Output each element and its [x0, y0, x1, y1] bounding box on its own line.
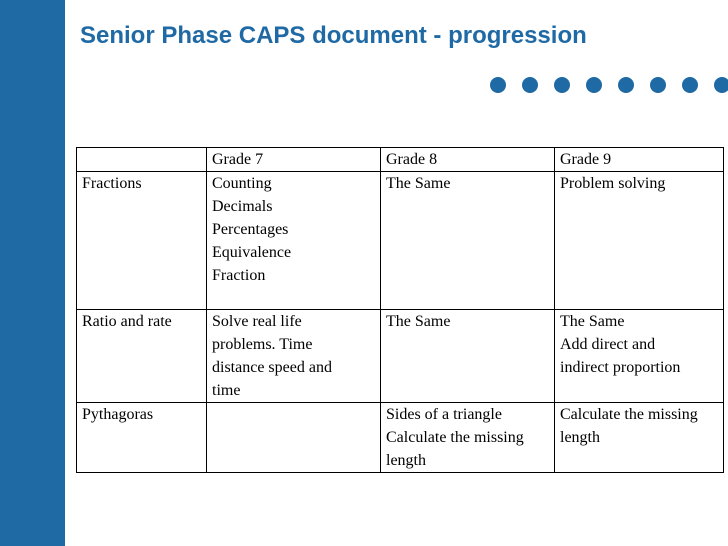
- table-row: [77, 172, 724, 310]
- cell-line: The Same: [386, 175, 451, 192]
- dot-icon: [554, 77, 570, 93]
- cell-line: indirect proportion: [560, 359, 681, 376]
- header-cell-empty: [77, 148, 207, 172]
- cell-line: Decimals: [212, 198, 273, 215]
- grade8-cell: [381, 403, 555, 473]
- dot-icon: [650, 77, 666, 93]
- cell-line: Calculate the missing: [386, 429, 524, 446]
- dot-icon: [714, 77, 728, 93]
- cell-line: Sides of a triangle: [386, 406, 502, 423]
- cell-line: Counting: [212, 175, 272, 192]
- topic-cell: Fractions: [77, 172, 207, 310]
- cell-line: The Same: [386, 313, 451, 330]
- cell-line: Equivalence: [212, 244, 292, 261]
- cell-line: Solve real life: [212, 313, 302, 330]
- header-cell-grade9: Grade 9: [555, 148, 724, 172]
- grade9-cell: [555, 403, 724, 473]
- cell-line: Calculate the missing: [560, 406, 698, 423]
- header-cell-grade8: Grade 8: [381, 148, 555, 172]
- table-row: [77, 403, 724, 473]
- cell-line: problems. Time: [212, 336, 313, 353]
- cell-line: Add direct and: [560, 336, 656, 353]
- left-accent-bar: [0, 0, 65, 546]
- slide-title: Senior Phase CAPS document - progression: [80, 22, 587, 49]
- cell-line: Percentages: [212, 221, 289, 238]
- dot-icon: [586, 77, 602, 93]
- topic-cell: Ratio and rate: [77, 310, 207, 403]
- grade7-cell: [207, 172, 381, 310]
- grade7-cell: [207, 403, 381, 473]
- grade9-cell: [555, 172, 724, 310]
- grade8-cell: [381, 310, 555, 403]
- topic-cell: Pythagoras: [77, 403, 207, 473]
- table-row: [77, 310, 724, 403]
- grade7-cell: [207, 310, 381, 403]
- header-cell-grade7: Grade 7: [207, 148, 381, 172]
- dot-icon: [490, 77, 506, 93]
- progression-table: [76, 147, 724, 473]
- table-header-row: [77, 148, 724, 172]
- dot-icon: [522, 77, 538, 93]
- cell-line: distance speed and: [212, 359, 332, 376]
- decorative-dots: [490, 77, 728, 93]
- cell-line: The Same: [560, 313, 625, 330]
- cell-line: time: [212, 382, 241, 399]
- dot-icon: [682, 77, 698, 93]
- grade9-cell: [555, 310, 724, 403]
- cell-line: Problem solving: [560, 175, 666, 192]
- cell-line: length: [386, 452, 426, 469]
- cell-line: Fraction: [212, 267, 266, 284]
- dot-icon: [618, 77, 634, 93]
- grade8-cell: [381, 172, 555, 310]
- cell-line: length: [560, 429, 600, 446]
